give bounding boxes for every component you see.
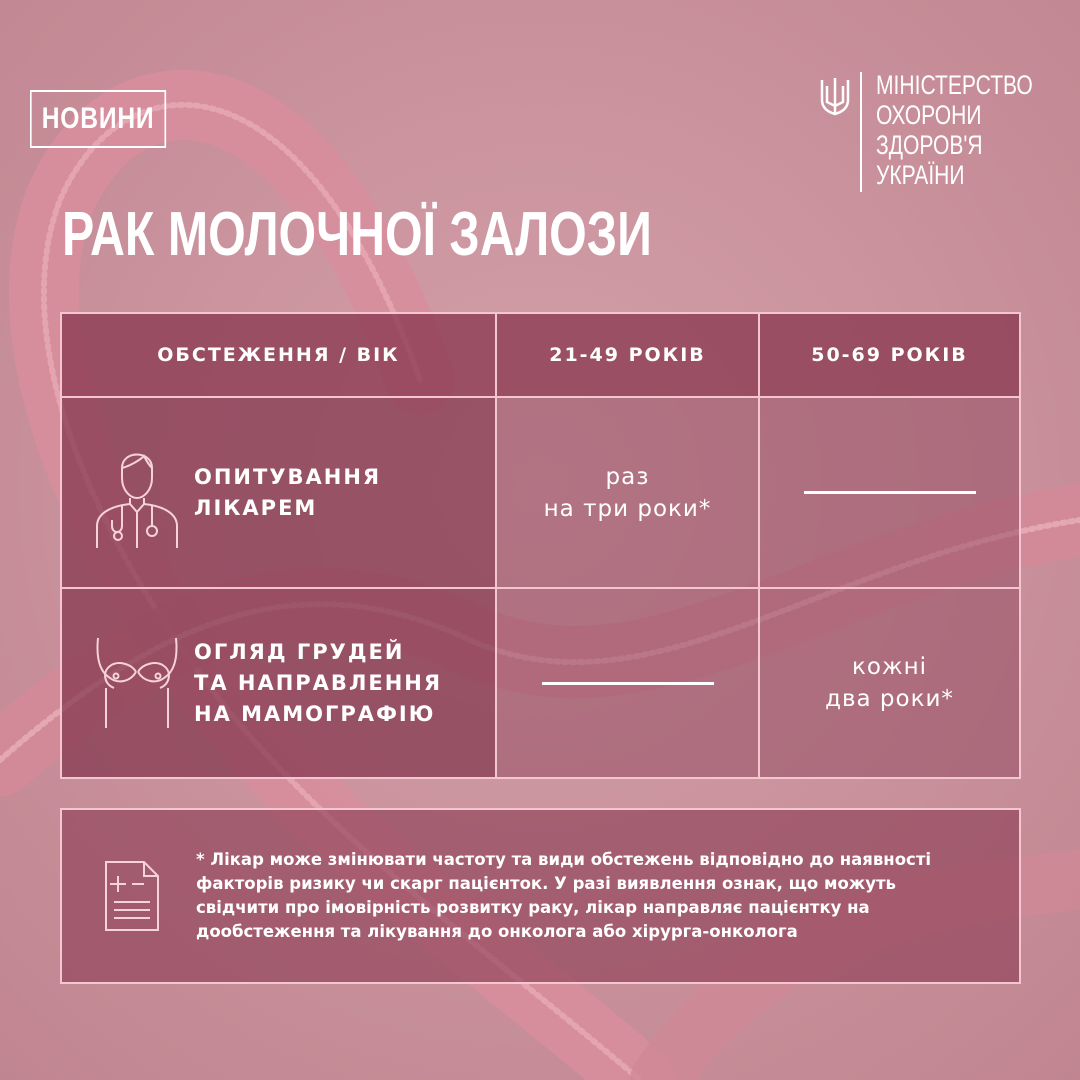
ministry-line: УКРАЇНИ — [876, 160, 965, 190]
ministry-line: ЗДОРОВ'Я — [876, 130, 983, 160]
footnote-line: * Лікар може змінювати частоту та види обстежень відповідно до наявності — [196, 850, 932, 869]
doctor-icon — [92, 438, 182, 548]
row-label — [194, 637, 442, 730]
ministry-name — [876, 70, 1033, 190]
not-applicable-dash — [542, 682, 714, 685]
footnote-line: свідчити про імовірність розвитку раку, лікар направляє пацієнтку на — [196, 898, 870, 917]
row-label-line: НА МАМОГРАФІЮ — [194, 701, 436, 726]
header-cell-50-69: 50-69 РОКІВ — [758, 312, 1021, 398]
row-label-cell — [60, 396, 497, 589]
row-value-cell — [758, 587, 1021, 779]
row-label-line: ТА НАПРАВЛЕННЯ — [194, 670, 443, 695]
ministry-line: ОХОРОНИ — [876, 100, 982, 130]
row-label-line: ОПИТУВАННЯ — [194, 464, 382, 489]
ministry-line: МІНІСТЕРСТВО — [876, 70, 1033, 100]
row-label — [194, 462, 381, 524]
trident-icon — [818, 74, 852, 118]
row-label-line: ЛІКАРЕМ — [194, 495, 318, 520]
row-label-line: ОГЛЯД ГРУДЕЙ — [194, 639, 405, 664]
medical-document-icon — [104, 860, 160, 932]
row-label-cell — [60, 587, 497, 779]
row-value-cell-empty — [758, 396, 1021, 589]
row-value-line: два роки* — [825, 686, 954, 712]
footnote-text — [196, 848, 996, 944]
row-value-line: раз — [605, 463, 650, 490]
row-value-line: кожні — [851, 654, 928, 680]
logo-divider — [860, 72, 862, 192]
row-value-cell-empty — [495, 587, 760, 779]
header-cell-exam-age: ОБСТЕЖЕННЯ / ВІК — [60, 312, 497, 398]
row-value-line: на три роки* — [543, 495, 712, 522]
row-value-cell — [495, 396, 760, 589]
header-cell-21-49: 21-49 РОКІВ — [495, 312, 760, 398]
not-applicable-dash — [804, 491, 976, 494]
screening-table — [60, 312, 1021, 779]
news-badge[interactable] — [30, 90, 166, 148]
footnote-line: факторів ризику чи скарг пацієнток. У разі виявлення ознак, що можуть — [196, 874, 896, 893]
footnote-line: дообстеження та лікування до онколога або хірурга-онколога — [196, 922, 798, 941]
news-badge-label: НОВИНИ — [41, 102, 155, 135]
breast-icon — [92, 628, 182, 738]
footnote-box — [60, 808, 1021, 984]
page-title: РАК МОЛОЧНОЇ ЗАЛОЗИ — [62, 200, 652, 269]
